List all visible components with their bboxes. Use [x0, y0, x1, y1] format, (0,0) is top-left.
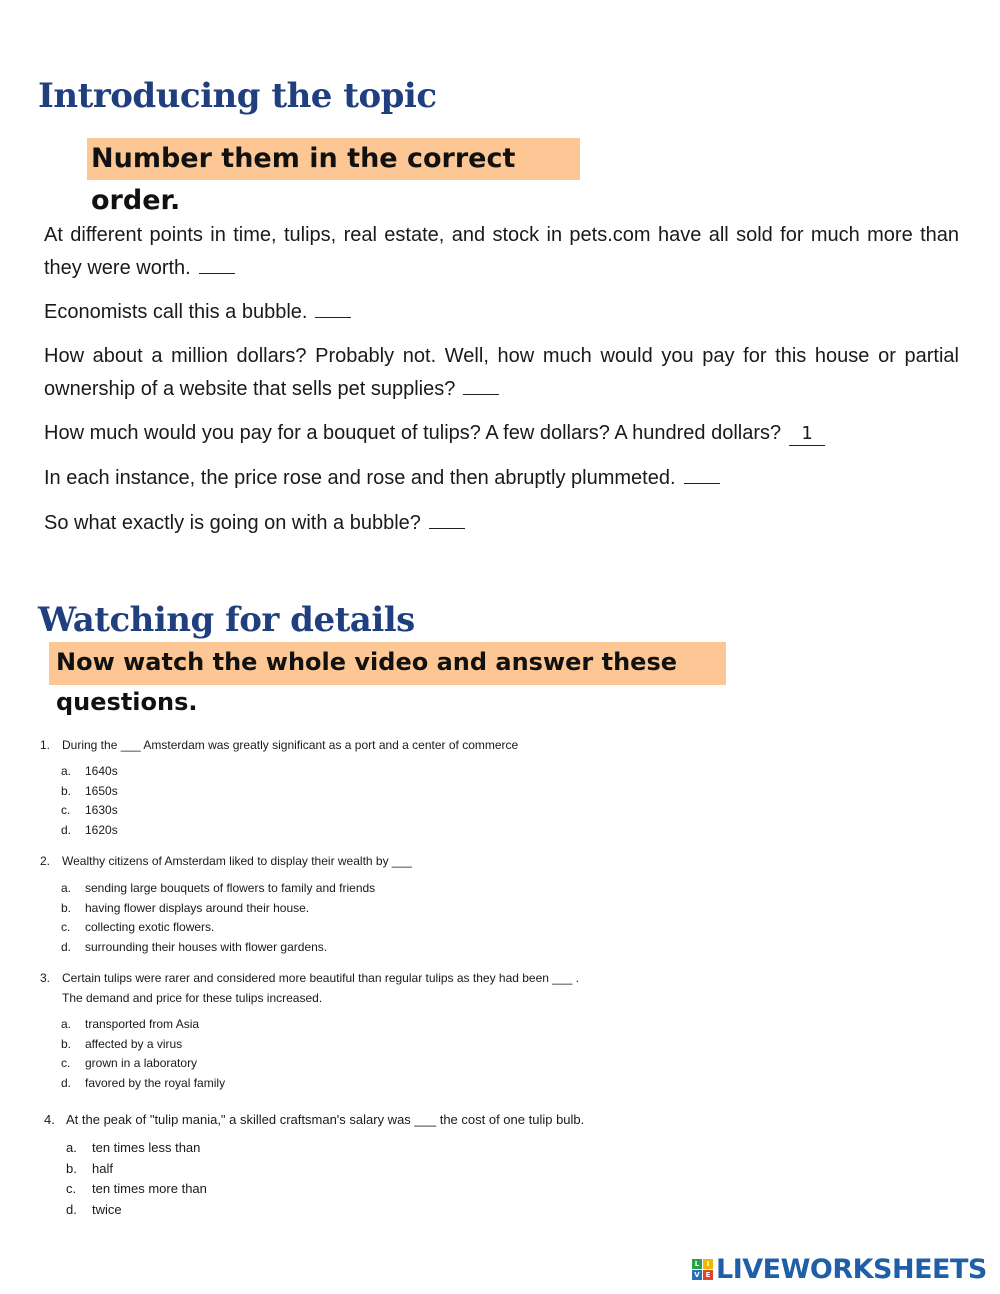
sentence-text: How much would you pay for a bouquet of tulips? A few dollars? A hundred dollars? — [44, 422, 782, 444]
option-row[interactable]: b. having flower displays around their house. — [61, 900, 310, 915]
order-answer-blank[interactable] — [684, 461, 720, 484]
sentence-text: In each instance, the price rose and rose and then abruptly plummeted. — [44, 467, 676, 489]
question-4 — [44, 1110, 584, 1130]
order-sentence — [44, 506, 959, 539]
order-answer-blank[interactable]: 1 — [789, 423, 825, 446]
options-q1 — [61, 762, 118, 840]
logo-tile: V — [692, 1270, 702, 1280]
options-q2 — [61, 879, 375, 957]
question-1 — [40, 735, 518, 755]
question-text: During the ___ Amsterdam was greatly significant as a port and a center of commerce — [62, 738, 519, 752]
order-sentence — [44, 219, 959, 284]
option-row[interactable]: c. grown in a laboratory — [61, 1056, 198, 1070]
instruction-banner-order: Number them in the correct order. — [87, 138, 580, 180]
question-2 — [40, 851, 412, 871]
order-sentence — [44, 417, 959, 449]
option-row[interactable]: b. affected by a virus — [61, 1036, 183, 1051]
section-title-introducing: Introducing the topic — [38, 76, 437, 116]
option-row[interactable]: d. twice — [66, 1201, 122, 1217]
question-number: 4. — [44, 1112, 55, 1127]
question-number: 1. — [40, 738, 51, 752]
option-row[interactable]: d. 1620s — [61, 822, 118, 837]
option-row[interactable]: c. collecting exotic flowers. — [61, 920, 215, 934]
order-answer-blank[interactable] — [315, 295, 351, 318]
order-sentence — [44, 340, 959, 405]
instruction-banner-questions: Now watch the whole video and answer these questions. — [49, 642, 726, 685]
sentence-text: How about a million dollars? Probably not. Well, how much would you pay for this house or partial ownership of a website that sells pet supplies? — [44, 345, 959, 400]
option-row[interactable]: a. ten times less than — [66, 1140, 201, 1155]
question-text-continued: The demand and price for these tulips increased. — [62, 991, 323, 1005]
question-3 — [40, 968, 579, 1008]
question-number: 2. — [40, 854, 51, 868]
order-sentence — [44, 295, 959, 328]
logo-tile: L — [692, 1259, 702, 1269]
order-answer-blank[interactable] — [199, 251, 235, 274]
order-answer-blank[interactable] — [463, 372, 499, 395]
sentence-text: So what exactly is going on with a bubble? — [44, 512, 421, 534]
option-row[interactable]: c. ten times more than — [66, 1181, 207, 1196]
order-answer-blank[interactable] — [429, 506, 465, 529]
logo-tile: I — [703, 1259, 713, 1269]
question-text: At the peak of "tulip mania," a skilled craftsman's salary was ___ the cost of one tulip bulb. — [66, 1112, 585, 1127]
option-row[interactable]: b. half — [66, 1160, 113, 1176]
logo-mark-icon — [692, 1259, 713, 1280]
option-row[interactable]: a. transported from Asia — [61, 1017, 200, 1031]
option-row[interactable]: a. 1640s — [61, 764, 118, 778]
option-row[interactable]: d. favored by the royal family — [61, 1075, 226, 1090]
section-title-watching: Watching for details — [38, 600, 415, 640]
brand-name: LIVEWORKSHEETS — [716, 1253, 987, 1285]
options-q3 — [61, 1015, 225, 1093]
option-row[interactable]: a. sending large bouquets of flowers to family and friends — [61, 881, 376, 895]
sentence-text: Economists call this a bubble. — [44, 301, 308, 323]
option-row[interactable]: b. 1650s — [61, 783, 118, 798]
option-row[interactable]: d. surrounding their houses with flower gardens. — [61, 939, 328, 954]
question-number: 3. — [40, 971, 51, 985]
liveworksheets-logo[interactable] — [692, 1254, 987, 1284]
option-row[interactable]: c. 1630s — [61, 803, 118, 817]
sentence-text: At different points in time, tulips, real estate, and stock in pets.com have all sold for much more than they were worth. — [44, 224, 959, 279]
order-sentence — [44, 461, 959, 494]
question-text: Wealthy citizens of Amsterdam liked to display their wealth by ___ — [62, 854, 412, 868]
options-q4 — [66, 1138, 207, 1220]
question-text: Certain tulips were rarer and considered more beautiful than regular tulips as they had been ___ . — [62, 971, 579, 985]
logo-tile: E — [703, 1270, 713, 1280]
